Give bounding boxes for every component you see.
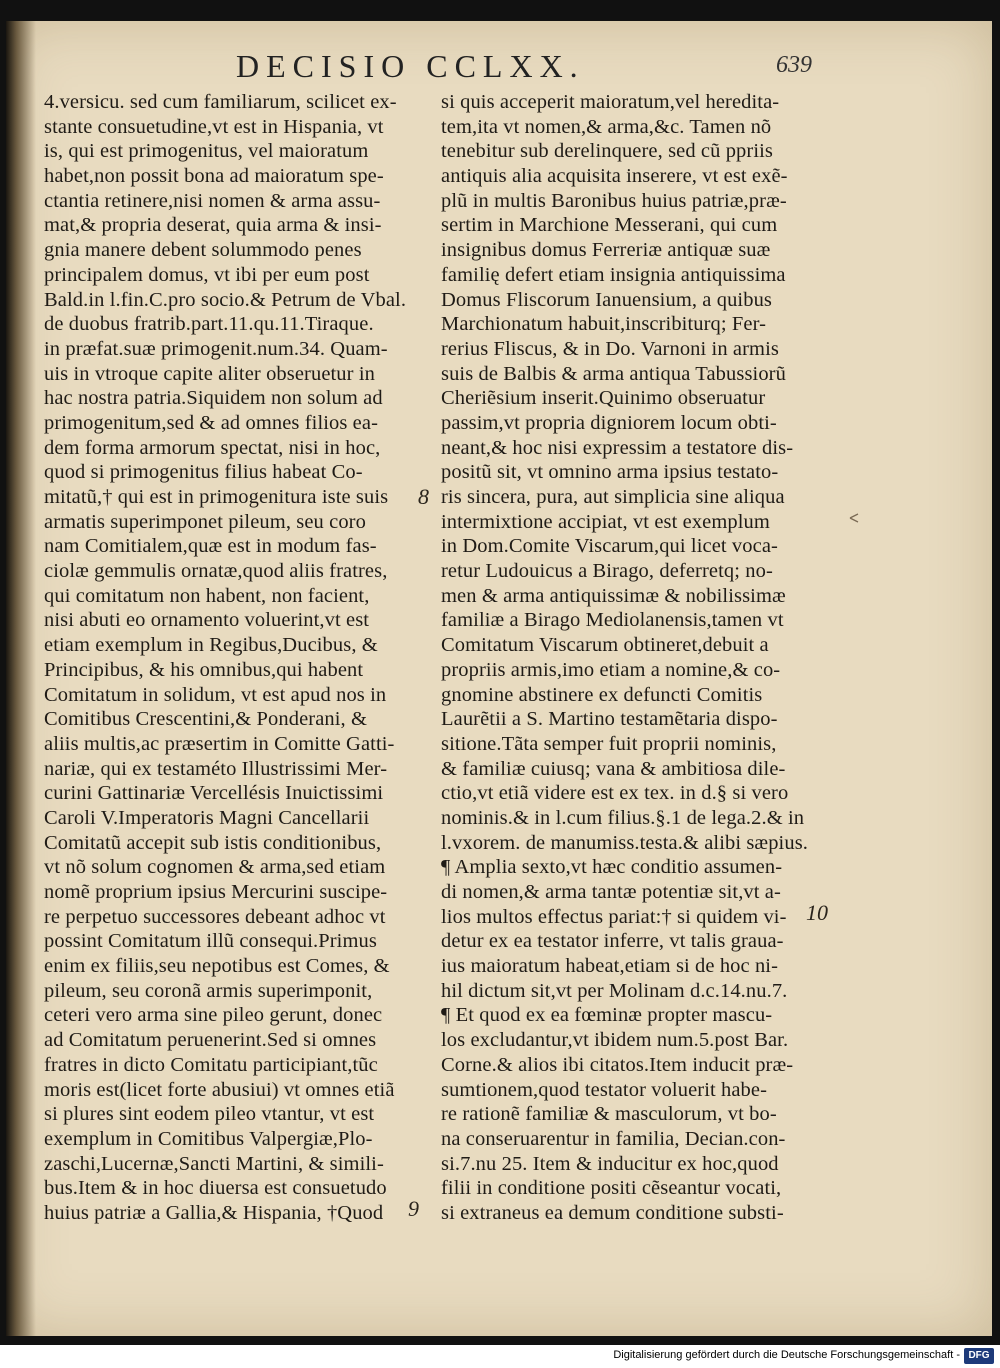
left-column-line: qui comitatum non habent, non facient,	[44, 584, 370, 607]
right-column-line: tem,ita vt nomen,& arma,&c. Tamen nõ	[441, 115, 772, 138]
left-column-line: Comitibus Crescentini,& Ponderani, &	[44, 708, 368, 731]
right-column-line: positũ sit, vt omnino arma ipsius testato-	[441, 461, 779, 484]
left-column-line: ceteri vero arma sine pileo gerunt, donec	[44, 1004, 383, 1027]
right-column-line: sumtionem,quod testator voluerit habe-	[441, 1078, 768, 1101]
right-column-line: nominis.& in l.cum filius.§.1 de lega.2.& in	[441, 806, 805, 829]
right-column-line: tenebitur sub derelinquere, sed cũ ppriis	[441, 140, 773, 163]
right-column-line: Domus Fliscorum Ianuensium, a quibus	[441, 288, 773, 311]
right-column-line: retur Ludouicus a Birago, deferretq; no-	[441, 560, 773, 583]
left-text-column	[44, 90, 414, 1226]
margin-number-10: 10	[806, 900, 828, 925]
right-column-line: ¶ Et quod ex ea fœminæ propter mascu-	[441, 1004, 773, 1027]
right-column-line: sertim in Marchione Messerani, qui cum	[441, 214, 778, 237]
page-gutter-shadow	[6, 21, 36, 1336]
pencil-mark-icon	[848, 512, 860, 524]
right-column-line: intermixtione accipiat, vt est exemplum	[441, 510, 770, 533]
left-column-line: is, qui est primogenitus, vel maioratum	[44, 140, 369, 163]
margin-number-9: 9	[408, 1196, 419, 1221]
right-column-line: ius maioratum habeat,etiam si de hoc ni-	[441, 955, 779, 978]
left-column-line: Comitatũ accepit sub istis conditionibus,	[44, 831, 382, 854]
left-column-line: si plures sint eodem pileo vtantur, vt est	[44, 1103, 375, 1126]
right-column-line: si quis acceperit maioratum,vel heredita-	[441, 91, 780, 113]
left-column-line: curini Gattinariæ Vercellésis Inuictissimi	[44, 782, 384, 805]
digitization-footer	[0, 1345, 1000, 1368]
page-header	[0, 34, 1000, 88]
right-column-line: men & arma antiquissimæ & nobilissimæ	[441, 584, 786, 607]
left-column-line: primogenitum,sed & ad omnes filios ea-	[44, 411, 379, 434]
right-column-line: detur ex ea testator inferre, vt talis graua-	[441, 930, 784, 953]
right-column-line: familię defert etiam insignia antiquissima	[441, 263, 786, 286]
left-column-line: de duobus fratrib.part.11.qu.11.Tiraque.	[44, 313, 374, 336]
left-column-line: habet,non possit bona ad maioratum spe-	[44, 165, 384, 188]
left-column-line: zaschi,Lucernæ,Sancti Martini, & simili-	[44, 1152, 384, 1175]
left-column-line: nariæ, qui ex testaméto Illustrissimi Mer-	[44, 757, 388, 780]
left-column-line: nomẽ proprium ipsius Mercurini suscipe-	[44, 881, 388, 903]
funding-credit: Digitalisierung gefördert durch die Deutsche Forschungsgemeinschaft -	[613, 1349, 960, 1361]
left-column-line: ctantia retinere,nisi nomen & arma assu-	[44, 189, 381, 212]
left-column-line: re perpetuo successores debeant adhoc vt	[44, 905, 386, 928]
left-column-line: Principibus, & his omnibus,qui habent	[44, 658, 364, 681]
left-column-line: fratres in dicto Comitatu participiant,tũc	[44, 1053, 378, 1076]
running-head: DECISIO CCLXX.	[236, 48, 585, 84]
margin-number-8: 8	[418, 484, 429, 509]
right-column-line: suis de Balbis & arma antiqua Tabussiorũ	[441, 362, 786, 385]
right-column-line: ¶ Amplia sexto,vt hæc conditio assumen-	[441, 856, 783, 879]
left-column-line: mat,& propria deserat, quia arma & insi-	[44, 214, 382, 237]
right-column-line: in Dom.Comite Viscarum,qui licet voca-	[441, 535, 778, 558]
left-column-line: Comitatum in solidum, vt est apud nos in	[44, 683, 387, 706]
right-column-line: insignibus domus Ferreriæ antiquæ suæ	[441, 239, 771, 262]
left-column-line: ad Comitatum peruenerint.Sed si omnes	[44, 1029, 377, 1052]
right-column-line: si extraneus ea demum conditione substi-	[441, 1201, 784, 1224]
right-column-line: di nomen,& arma tantæ potentiæ sit,vt a-	[441, 881, 781, 903]
right-column-line: Marchionatum habuit,inscribiturq; Fer-	[441, 313, 767, 336]
left-column-line: Caroli V.Imperatoris Magni Cancellarii	[44, 806, 370, 829]
right-column-line: rerius Fliscus, & in Do. Varnoni in armis	[441, 337, 779, 360]
left-column-line: dem forma armorum spectat, nisi in hoc,	[44, 436, 381, 459]
right-column-line: Laurẽtii a S. Martino testamẽtaria dispo-	[441, 708, 778, 731]
left-column-line: 4.versicu. sed cum familiarum, scilicet ex-	[44, 91, 397, 113]
folio-number: 639	[776, 52, 812, 78]
left-column-line: bus.Item & in hoc diuersa est consuetudo	[44, 1177, 387, 1200]
right-column-line: filii in conditione positi cẽseantur vocati,	[441, 1177, 782, 1200]
left-column-line: aliis multis,ac præsertim in Comitte Gatti-	[44, 732, 395, 755]
right-column-line: plũ in multis Baronibus huius patriæ,præ-	[441, 189, 787, 212]
left-column-line: Bald.in l.fin.C.pro socio.& Petrum de Vbal.	[44, 288, 407, 311]
left-column-line: pileum, seu coronã armis superimponit,	[44, 979, 373, 1002]
left-column-line: mitatũ,† qui est in primogenitura iste suis	[44, 486, 389, 508]
right-column-line: Cheriẽsium inserit.Quinimo obseruatur	[441, 387, 766, 410]
right-column-line: l.vxorem. de manumiss.testa.& alibi sæpius.	[441, 831, 809, 854]
right-column-line: hil dictum sit,vt per Molinam d.c.14.nu.7.	[441, 979, 788, 1002]
right-column-line: neant,& hoc nisi expressim a testatore dis-	[441, 436, 794, 459]
right-text-column	[441, 90, 815, 1226]
right-column-line: si.7.nu 25. Item & inducitur ex hoc,quod	[441, 1152, 779, 1175]
right-column-line: los excludantur,vt ibidem num.5.post Bar.	[441, 1029, 789, 1052]
right-column-line: passim,vt propria digniorem locum obti-	[441, 411, 777, 434]
dfg-logo: DFG	[964, 1348, 994, 1364]
right-column-line: re rationẽ familiæ & masculorum, vt bo-	[441, 1103, 777, 1126]
left-column-line: stante consuetudine,vt est in Hispania, vt	[44, 115, 384, 138]
left-column-line: armatis superimponet pileum, seu coro	[44, 510, 366, 533]
left-column-line: exemplum in Comitibus Valpergiæ,Plo-	[44, 1127, 373, 1150]
left-column-line: enim ex filiis,seu nepotibus est Comes, &	[44, 955, 390, 978]
left-column-line: moris est(licet forte abusiui) vt omnes etiã	[44, 1078, 395, 1101]
left-column-line: nisi abuti eo ornamento voluerint,vt est	[44, 609, 370, 632]
left-column-line: ciolæ gemmulis ornatæ,quod aliis fratres,	[44, 560, 388, 583]
left-column-line: nam Comitialem,quæ est in modum fas-	[44, 535, 377, 558]
left-column-line: etiam exemplum in Regibus,Ducibus, &	[44, 634, 378, 657]
left-column-line: in præfat.suæ primogenit.num.34. Quam-	[44, 337, 388, 360]
right-column-line: & familiæ cuiusq; vana & ambitiosa dile-	[441, 757, 786, 780]
right-column-line: Corne.& alios ibi citatos.Item inducit præ-	[441, 1053, 794, 1076]
right-column-line: familiæ a Birago Mediolanensis,tamen vt	[441, 609, 784, 632]
right-column-line: na conseruarentur in familia, Decian.con-	[441, 1127, 786, 1150]
left-column-line: vt nõ solum cognomen & arma,sed etiam	[44, 856, 386, 879]
right-column-line: propriis armis,imo etiam a nomine,& co-	[441, 658, 781, 681]
left-column-line: quod si primogenitus filius habeat Co-	[44, 461, 363, 484]
right-column-line: sitione.Tãta semper fuit proprii nominis,	[441, 732, 777, 755]
left-column-line: huius patriæ a Gallia,& Hispania, †Quod	[44, 1201, 384, 1224]
right-column-line: ctio,vt etiã videre est ex tex. in d.§ si vero	[441, 782, 789, 805]
right-column-line: antiquis alia acquisita inserere, vt est exẽ-	[441, 165, 788, 188]
right-column-line: lios multos effectus pariat:† si quidem vi-	[441, 905, 787, 928]
right-column-line: gnomine abstinere ex defuncti Comitis	[441, 683, 763, 706]
left-column-line: hac nostra patria.Siquidem non solum ad	[44, 387, 383, 410]
right-column-line: Comitatum Viscarum obtineret,debuit a	[441, 634, 769, 657]
left-column-line: principalem domus, vt ibi per eum post	[44, 263, 370, 286]
left-column-line: possint Comitatum illũ consequi.Primus	[44, 930, 377, 953]
right-column-line: ris sincera, pura, aut simplicia sine aliqua	[441, 486, 785, 508]
left-column-line: gnia manere debent solummodo penes	[44, 239, 362, 262]
left-column-line: uis in vtroque capite aliter obseruetur in	[44, 362, 375, 385]
